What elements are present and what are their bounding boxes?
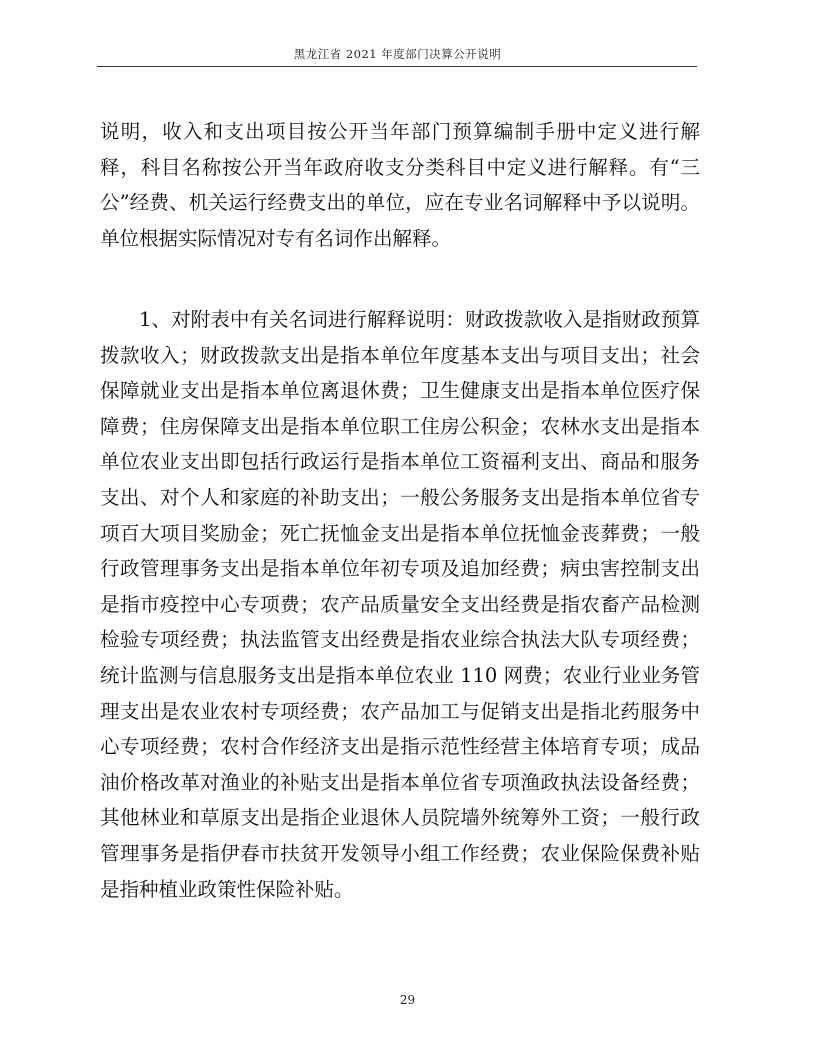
- body-paragraph-intro: 说明，收入和支出项目按公开当年部门预算编制手册中定义进行解释，科目名称按公开当年政府收支分类科目中定义进行解释。有“三公”经费、机关运行经费支出的单位，应在专业名词解释中予以说明。单位根据实际情况对专有名词作出解释。: [100, 120, 700, 250]
- page-number: 29: [399, 993, 416, 1007]
- body-paragraph-glossary: 1、对附表中有关名词进行解释说明：财政拨款收入是指财政预算拨款收入；财政拨款支出是指本单位年度基本支出与项目支出；社会保障就业支出是指本单位离退休费；卫生健康支出是指本单位医疗保障费；住房保障支出是指本单位职工住房公积金；农林水支出是指本单位农业支出即包括行政运行是指本单位工资福利支出、商品和服务支出、对个人和家庭的补助支出；一般公务服务支出是指本单位省专项百大项目奖励金；死亡抚恤金支出是指本单位抚恤金丧葬费；一般行政管理事务支出是指本单位年初专项及追加经费；病虫害控制支出是指市疫控中心专项费；农产品质量安全支出经费是指农畜产品检测检验专项经费；执法监管支出经费是指农业综合执法大队专项经费；统计监测与信息服务支出是指本单位农业 110 网费；农业行业业务管理支出是农业农村专项经费；农产品加工与促销支出是指北药服务中心专项经费；农村合作经济支出是指示范性经营主体培育专项；成品油价格改革对渔业的补贴支出是指本单位省专项渔政执法设备经费；其他林业和草原支出是指企业退休人员院墙外统筹外工资；一般行政管理事务是指伊春市扶贫开发领导小组工作经费；农业保险保费补贴是指种植业政策性保险补贴。: [100, 308, 700, 901]
- running-header: 黑龙江省 2021 年度部门决算公开说明: [293, 47, 502, 61]
- header-divider: [97, 66, 697, 67]
